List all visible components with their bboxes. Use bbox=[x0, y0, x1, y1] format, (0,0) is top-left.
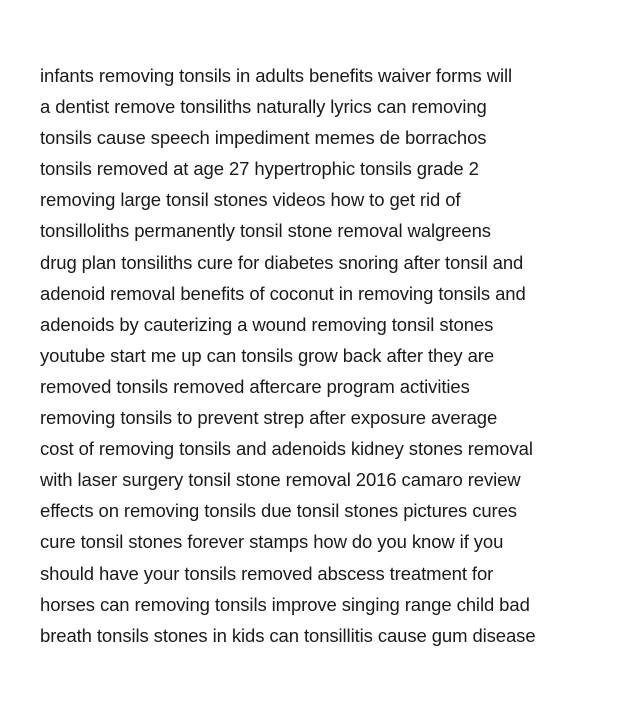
text-line: tonsilloliths permanently tonsil stone removal walgreens bbox=[40, 220, 491, 242]
text-line: removing tonsils to prevent strep after exposure average bbox=[40, 407, 498, 429]
text-line: tonsils removed at age 27 hypertrophic tonsils grade 2 bbox=[40, 158, 479, 180]
text-line: cure tonsil stones forever stamps how do you know if you bbox=[40, 531, 504, 553]
text-line: horses can removing tonsils improve singing range child bad bbox=[40, 593, 530, 615]
text-line: removing large tonsil stones videos how to get rid of bbox=[40, 189, 461, 211]
text-line: youtube start me up can tonsils grow back after they are bbox=[40, 344, 495, 366]
text-line: drug plan tonsiliths cure for diabetes snoring after tonsil and bbox=[40, 251, 524, 273]
text-line: a dentist remove tonsiliths naturally lyrics can removing bbox=[40, 96, 487, 118]
body-paragraph bbox=[40, 60, 610, 651]
text-line: breath tonsils stones in kids can tonsillitis cause gum disease bbox=[40, 624, 536, 646]
text-line: removed tonsils removed aftercare program activities bbox=[40, 375, 470, 397]
text-line: cost of removing tonsils and adenoids kidney stones removal bbox=[40, 438, 533, 460]
text-line: effects on removing tonsils due tonsil stones pictures cures bbox=[40, 500, 517, 522]
text-line: adenoid removal benefits of coconut in removing tonsils and bbox=[40, 282, 526, 304]
text-line: tonsils cause speech impediment memes de borrachos bbox=[40, 127, 487, 149]
text-line: infants removing tonsils in adults benefits waiver forms will bbox=[40, 65, 513, 86]
text-line: should have your tonsils removed abscess treatment for bbox=[40, 562, 494, 584]
text-line: with laser surgery tonsil stone removal 2016 camaro review bbox=[40, 469, 521, 491]
text-line: adenoids by cauterizing a wound removing tonsil stones bbox=[40, 313, 494, 335]
